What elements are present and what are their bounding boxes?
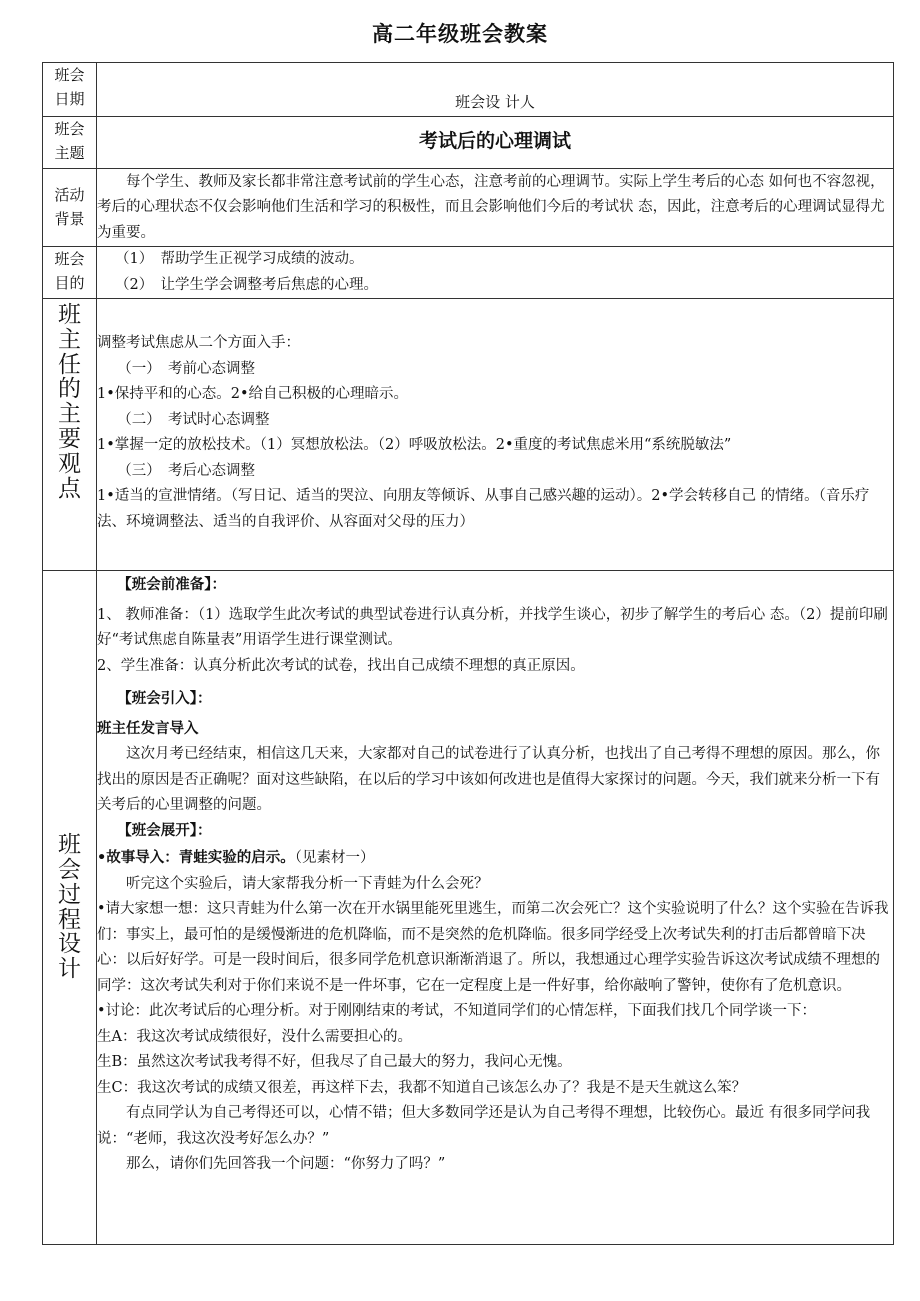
expand-heading: 【班会展开】： <box>117 822 212 839</box>
lesson-plan-table <box>42 62 894 1245</box>
views-line: 调整考试焦虑从二个方面入手： <box>97 335 300 351</box>
label-line: 主题 <box>54 143 85 162</box>
views-line: （二） 考试时心态调整 <box>117 411 270 428</box>
label-goal <box>43 247 97 299</box>
label-process <box>43 571 97 1245</box>
cell-goal <box>97 247 894 299</box>
goal-item: （1） 帮助学生正视学习成绩的波动。 <box>115 251 364 267</box>
label-line: 日期 <box>54 90 85 108</box>
label-line: 班会 <box>54 66 85 84</box>
student-b: 生B：虽然这次考试我考得不好，但我尽了自己最大的努力，我问心无愧。 <box>97 1054 572 1070</box>
row-date <box>43 63 894 117</box>
label-line: 活动 <box>54 185 85 204</box>
label-line: 班会 <box>54 250 85 268</box>
background-text: 每个学生、教师及家长都非常注意考试前的学生心态，注意考前的心理调节。实际上学生考后的心态 如何也不容忽视，考后的心理状态不仅会影响他们生活和学习的积极性，而且会影响他们今后的考试状 态，因此，注意考后的心理调试显得尤为重要。 <box>97 173 885 241</box>
process-label: 班会过程设计 <box>58 832 81 983</box>
story-line <box>97 844 893 872</box>
cell-views <box>97 299 894 571</box>
story-note: （见素材一） <box>294 850 375 866</box>
designer-label: 班会设 计人 <box>455 93 535 111</box>
prep-heading: 【班会前准备】： <box>117 577 227 593</box>
cell-theme <box>97 116 894 168</box>
page-title: 高二年级班会教案 <box>372 22 548 46</box>
label-line: 目的 <box>54 274 85 292</box>
row-views <box>43 299 894 571</box>
views-line: 1•适当的宣泄情绪。（写日记、适当的哭泣、向朋友等倾诉、从事自己感兴趣的运动）。2•学会转移自己 的情绪。（音乐疗法、环境调整法、适当的自我评价、从容面对父母的压力） <box>97 488 870 530</box>
views-line: （三） 考后心态调整 <box>117 462 256 479</box>
think-text: •请大家想一想：这只青蛙为什么第一次在开水锅里能死里逃生，而第二次会死亡？这个实验说明了什么？这个实验在告诉我们：事实上，最可怕的是缓慢渐进的危机降临，而不是突然的危机降临。很多同学经受上次考试失利的打击后都曾暗下决心：以后好好学。可是一段时间后，很多同学危机意识渐渐消退了。所以，我想通过心理学实验告诉这次考试成绩不理想的同学：这次考试失利对于你们来说不是一件坏事，它在一定程度上是一件好事，给你敲响了警钟，使你有了危机意识。 <box>97 901 889 994</box>
label-theme <box>43 116 97 168</box>
label-background <box>43 168 97 247</box>
question-text: 那么，请你们先回答我一个问题：“你努力了吗？” <box>126 1156 446 1172</box>
summary-text: 有点同学认为自己考得还可以，心情不错；但大多数同学还是认为自己考得不理想，比较伤心。最近 有很多同学问我说：“老师，我这次没考好怎么办？” <box>97 1105 871 1147</box>
row-background <box>43 168 894 247</box>
intro-heading: 【班会引入】： <box>117 691 212 707</box>
discuss-text: •讨论：此次考试后的心理分析。对于刚刚结束的考试，不知道同学们的心情怎样，下面我们找几个同学谈一下： <box>97 1003 817 1019</box>
views-label: 班主任的主要观点 <box>58 302 81 502</box>
label-views <box>43 299 97 571</box>
intro-subheading: 班主任发言导入 <box>97 720 199 737</box>
row-process <box>43 571 894 1245</box>
student-a: 生A：我这次考试成绩很好，没什么需要担心的。 <box>97 1028 412 1045</box>
prep-student: 2、学生准备：认真分析此次考试的试卷，找出自己成绩不理想的真正原因。 <box>97 657 585 674</box>
cell-process <box>97 571 894 1245</box>
intro-text: 这次月考已经结束，相信这几天来，大家都对自己的试卷进行了认真分析，也找出了自己考得不理想的原因。那么，你找出的原因是否正确呢？面对这些缺陷，在以后的学习中该如何改进也是值得大家探讨的问题。今天，我们就来分析一下有关考后的心里调整的问题。 <box>97 746 880 813</box>
story-title: •故事导入：青蛙实验的启示。 <box>97 850 295 866</box>
theme-value: 考试后的心理调试 <box>418 129 571 152</box>
row-goal <box>43 247 894 299</box>
story-question: 听完这个实验后，请大家帮我分析一下青蛙为什么会死？ <box>126 875 489 892</box>
cell-date <box>97 63 894 117</box>
goal-item: （2） 让学生学会调整考后焦虑的心理。 <box>115 276 378 293</box>
views-line: （一） 考前心态调整 <box>117 360 256 377</box>
label-date <box>43 63 97 117</box>
label-line: 班会 <box>54 119 85 138</box>
label-line: 背景 <box>54 209 85 228</box>
views-line: 1•掌握一定的放松技术。（1）冥想放松法。（2）呼吸放松法。2•重度的考试焦虑米用“系统脱敏法” <box>97 437 732 453</box>
row-theme <box>43 116 894 168</box>
cell-background <box>97 168 894 247</box>
views-line: 1•保持平和的心态。2•给自己积极的心理暗示。 <box>97 386 409 402</box>
student-c: 生C：我这次考试的成绩又很差，再这样下去，我都不知道自己该怎么办了？我是不是天生就这么笨？ <box>97 1079 747 1096</box>
prep-teacher: 1、 教师准备：（1）选取学生此次考试的典型试卷进行认真分析，并找学生谈心，初步了解学生的考后心 态。（2）提前印刷好“考试焦虑自陈量表”用语学生进行课堂测试。 <box>97 606 888 648</box>
